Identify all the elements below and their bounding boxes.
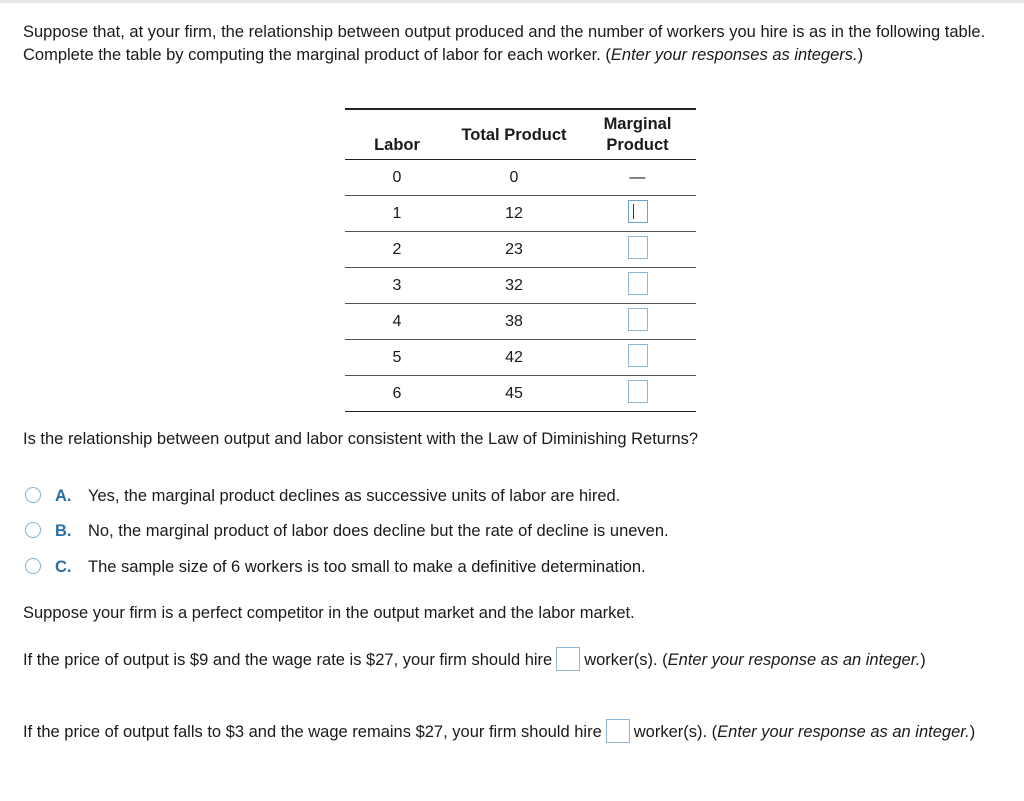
radio-button-a[interactable] — [25, 487, 41, 503]
option-text: No, the marginal product of labor does decline but the rate of decline is uneven. — [88, 522, 669, 540]
table-header — [345, 110, 696, 160]
table-row — [345, 340, 696, 376]
total-product-cell: 0 — [509, 168, 519, 186]
marginal-product-cell — [579, 340, 696, 375]
perfect-competitor-text: Suppose your firm is a perfect competitor in the output market and the labor market. — [23, 604, 635, 622]
header-marginal-product: Marginal Product — [603, 114, 672, 154]
labor-cell: 6 — [392, 384, 402, 402]
labor-cell: 4 — [392, 312, 402, 330]
total-product-cell: 38 — [505, 312, 523, 330]
header-total-product: Total Product — [461, 125, 567, 144]
question-price-9: If the price of output is $9 and the wage rate is $27, your firm should hire worker(s). (Enter your response as an integer.) — [23, 649, 1013, 672]
marginal-product-input-6[interactable] — [628, 380, 648, 403]
marginal-product-cell — [579, 304, 696, 339]
top-divider — [0, 0, 1024, 3]
text-caret — [633, 204, 634, 219]
labor-cell: 2 — [392, 240, 402, 258]
labor-cell: 0 — [392, 168, 402, 186]
marginal-product-cell — [579, 268, 696, 303]
marginal-product-cell — [579, 376, 696, 411]
marginal-product-input-3[interactable] — [628, 272, 648, 295]
total-product-cell: 32 — [505, 276, 523, 294]
table-row — [345, 232, 696, 268]
table-row — [345, 376, 696, 412]
marginal-product-input-4[interactable] — [628, 308, 648, 331]
radio-button-b[interactable] — [25, 522, 41, 538]
marginal-product-input-2[interactable] — [628, 236, 648, 259]
table-row — [345, 160, 696, 196]
marginal-product-cell — [579, 232, 696, 267]
table-row — [345, 304, 696, 340]
labor-cell: 1 — [392, 204, 402, 222]
labor-cell: 5 — [392, 348, 402, 366]
intro-text: Suppose that, at your firm, the relationship between output produced and the number of workers you hire is as in the following table. Complete the table by computing the marginal product of labor for each worker. (Enter your responses as integers.) — [23, 23, 986, 64]
total-product-cell: 45 — [505, 384, 523, 402]
total-product-cell: 12 — [505, 204, 523, 222]
option-letter: B. — [55, 522, 72, 540]
radio-button-c[interactable] — [25, 558, 41, 574]
total-product-cell: 42 — [505, 348, 523, 366]
header-labor: Labor — [374, 135, 420, 154]
question-diminishing-returns: Is the relationship between output and labor consistent with the Law of Diminishing Returns? — [23, 430, 699, 448]
option-letter: C. — [55, 558, 72, 576]
marginal-product-input-1[interactable] — [628, 200, 648, 223]
question-price-3: If the price of output falls to $3 and the wage remains $27, your firm should hire worker(s). (Enter your response as an integer.) — [23, 721, 1018, 744]
marginal-product-input-5[interactable] — [628, 344, 648, 367]
table-row — [345, 196, 696, 232]
workers-input-price-9[interactable] — [556, 647, 580, 671]
option-letter: A. — [55, 487, 72, 505]
labor-cell: 3 — [392, 276, 402, 294]
table-row — [345, 268, 696, 304]
marginal-product-cell — [579, 196, 696, 231]
workers-input-price-3[interactable] — [606, 719, 630, 743]
total-product-cell: 23 — [505, 240, 523, 258]
dash-placeholder: — — [629, 168, 646, 186]
option-text: Yes, the marginal product declines as successive units of labor are hired. — [88, 487, 621, 505]
production-table — [345, 108, 696, 412]
marginal-product-cell — [579, 160, 696, 195]
option-text: The sample size of 6 workers is too small to make a definitive determination. — [88, 558, 646, 576]
